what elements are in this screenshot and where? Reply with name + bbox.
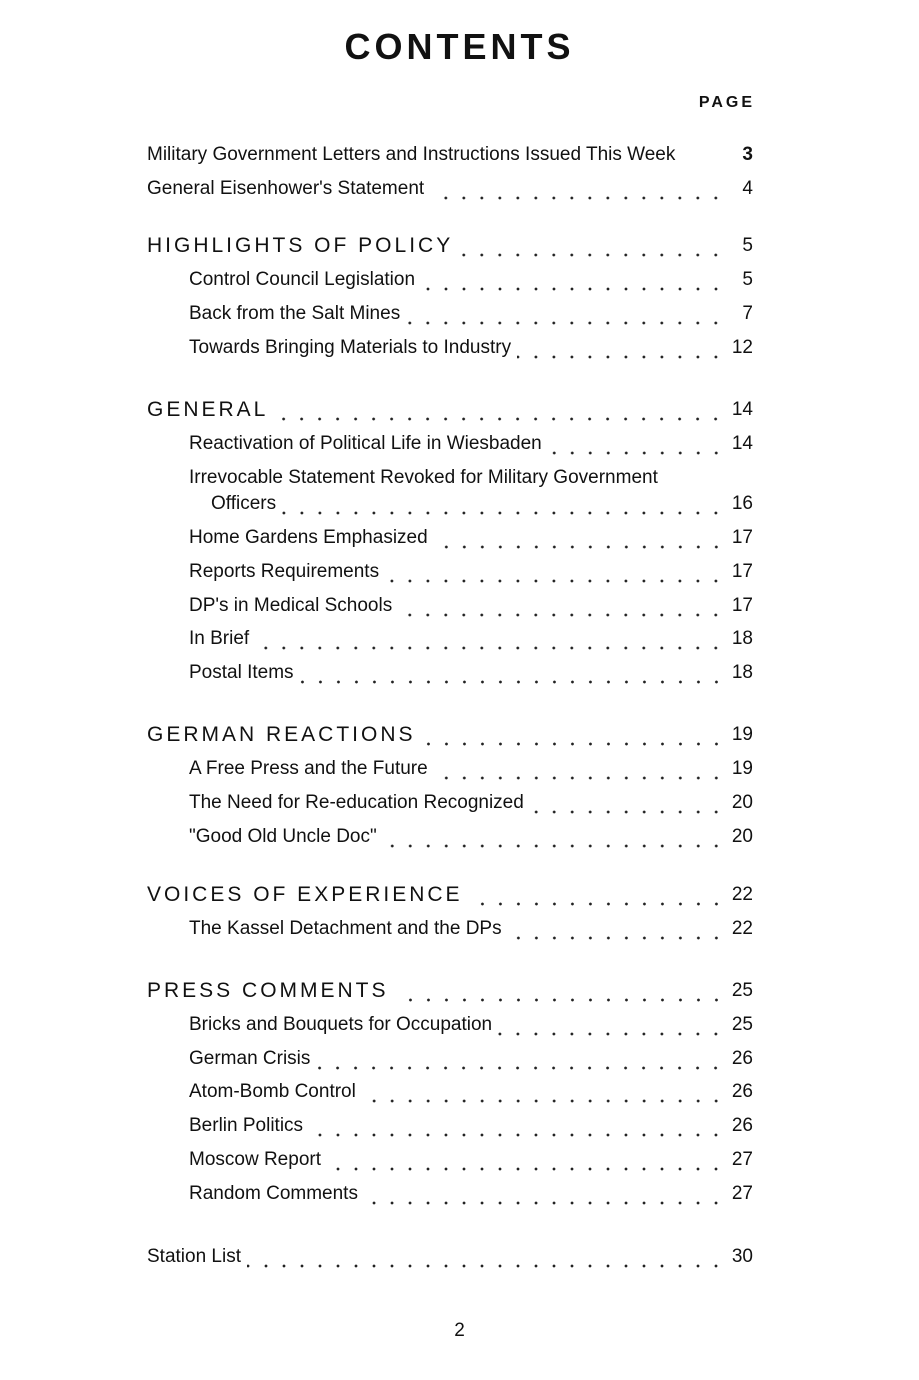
toc-entry-page: 7 [742, 303, 753, 324]
toc-entry-page: 12 [731, 337, 753, 358]
toc-entry-page: 5 [742, 235, 753, 256]
toc-entry-label: Station List [147, 1246, 241, 1267]
toc-entry[interactable] [189, 661, 753, 685]
page-number: 2 [454, 1320, 465, 1341]
toc-entry[interactable] [189, 432, 753, 456]
leader-dots [247, 1249, 725, 1269]
toc-section-heading[interactable] [147, 979, 753, 1003]
toc-entry-page: 4 [742, 178, 753, 199]
leader-dots [385, 564, 725, 584]
toc-entry[interactable] [189, 825, 753, 849]
toc-entry-label-line1[interactable]: Irrevocable Statement Revoked for Military Government [189, 467, 658, 488]
leader-dots [316, 1051, 725, 1071]
leader-dots [498, 1017, 725, 1037]
toc-entry-label: Postal Items [189, 662, 294, 683]
leader-dots [274, 402, 725, 422]
toc-entry-label: Moscow Report [189, 1149, 321, 1170]
toc-section-label: GERMAN REACTIONS [147, 723, 416, 746]
toc-entry[interactable] [147, 143, 753, 167]
leader-dots [681, 147, 725, 167]
leader-dots [364, 1186, 725, 1206]
toc-entry-label: Random Comments [189, 1183, 358, 1204]
leader-dots [530, 795, 725, 815]
toc-entry-label: General Eisenhower's Statement [147, 178, 425, 199]
toc-entry-page: 19 [731, 758, 753, 779]
toc-entry-page: 17 [731, 595, 753, 616]
toc-entry-label: A Free Press and the Future [189, 758, 428, 779]
toc-entry[interactable] [189, 560, 753, 584]
leader-dots [406, 306, 725, 326]
toc-section-label: PRESS COMMENTS [147, 979, 389, 1002]
leader-dots [421, 272, 725, 292]
leader-dots [508, 921, 725, 941]
page-title: CONTENTS [344, 26, 575, 67]
page-column-header: PAGE [698, 94, 755, 111]
toc-section-heading[interactable] [147, 398, 753, 422]
toc-entry-page: 27 [731, 1183, 753, 1204]
toc-entry-label: "Good Old Uncle Doc" [189, 826, 377, 847]
toc-entry[interactable] [189, 1148, 753, 1172]
toc-entry-page: 17 [731, 561, 753, 582]
toc-entry-page: 14 [731, 399, 753, 420]
leader-dots [422, 727, 725, 747]
toc-entry-page: 26 [731, 1048, 753, 1069]
toc-entry-label: The Need for Re-education Recognized [189, 792, 524, 813]
toc-entry-page: 18 [731, 662, 753, 683]
toc-entry-page: 17 [731, 527, 753, 548]
toc-entry-page: 3 [742, 144, 753, 165]
leader-dots [434, 530, 725, 550]
toc-entry-label: Reports Requirements [189, 561, 380, 582]
toc-section-label: VOICES OF EXPERIENCE [147, 883, 463, 906]
toc-entry[interactable] [189, 1080, 753, 1104]
toc-entry[interactable] [189, 917, 753, 941]
toc-entry-label: Back from the Salt Mines [189, 303, 401, 324]
leader-dots [434, 761, 725, 781]
leader-dots [459, 238, 725, 258]
toc-entry-page: 30 [731, 1246, 753, 1267]
toc-section-heading[interactable] [147, 723, 753, 747]
leader-dots [548, 436, 725, 456]
toc-entry[interactable] [189, 791, 753, 815]
toc-entry[interactable] [189, 1114, 753, 1138]
toc-entry-page: 27 [731, 1149, 753, 1170]
toc-entry-page: 22 [731, 884, 753, 905]
toc-entry-label: DP's in Medical Schools [189, 595, 393, 616]
toc-entry[interactable] [189, 1182, 753, 1206]
toc-entry-label: Atom-Bomb Control [189, 1081, 356, 1102]
toc-entry[interactable] [211, 492, 753, 516]
toc-entry[interactable] [189, 627, 753, 651]
toc-entry-page: 22 [731, 918, 753, 939]
toc-entry-page: 26 [731, 1115, 753, 1136]
toc-entry-page: 20 [731, 792, 753, 813]
toc-entry-label-line2: Officers [211, 493, 277, 514]
toc-entry[interactable] [189, 1013, 753, 1037]
leader-dots [383, 829, 725, 849]
toc-entry-page: 25 [731, 980, 753, 1001]
leader-dots [395, 983, 725, 1003]
leader-dots [309, 1118, 725, 1138]
toc-entry-page: 26 [731, 1081, 753, 1102]
toc-entry-label: Reactivation of Political Life in Wiesbaden [189, 433, 542, 454]
leader-dots [255, 631, 725, 651]
leader-dots [282, 496, 725, 516]
leader-dots [300, 665, 725, 685]
leader-dots [362, 1084, 725, 1104]
toc-entry-label: Towards Bringing Materials to Industry [189, 337, 512, 358]
toc-entry[interactable] [189, 1047, 753, 1071]
toc-section-heading[interactable] [147, 883, 753, 907]
toc-entry-page: 18 [731, 628, 753, 649]
toc-entry[interactable] [189, 757, 753, 781]
toc-entry-label: Bricks and Bouquets for Occupation [189, 1014, 493, 1035]
toc-entry-page: 14 [731, 433, 753, 454]
toc-entry-label: Home Gardens Emphasized [189, 527, 428, 548]
toc-entry-label: German Crisis [189, 1048, 311, 1069]
toc-entry-page: 16 [731, 493, 753, 514]
toc-section-label: GENERAL [147, 398, 269, 421]
toc-entry-page: 20 [731, 826, 753, 847]
leader-dots [430, 181, 725, 201]
toc-section-heading[interactable] [147, 234, 753, 258]
toc-entry-page: 25 [731, 1014, 753, 1035]
toc-entry-label: Control Council Legislation [189, 269, 416, 290]
toc-entry-page: 19 [731, 724, 753, 745]
toc-entry[interactable] [189, 526, 753, 550]
toc-entry[interactable] [147, 177, 753, 201]
toc-entry-label: In Brief [189, 628, 250, 649]
leader-dots [398, 598, 725, 618]
toc-entry[interactable] [189, 268, 753, 292]
toc-section-label: HIGHLIGHTS OF POLICY [147, 234, 454, 257]
toc-entry[interactable] [147, 1245, 753, 1269]
toc-entry-label: The Kassel Detachment and the DPs [189, 918, 502, 939]
leader-dots [517, 340, 725, 360]
toc-entry[interactable] [189, 594, 753, 618]
leader-dots [327, 1152, 725, 1172]
toc-entry-label: Berlin Politics [189, 1115, 304, 1136]
toc-entry[interactable] [189, 336, 753, 360]
toc-entry-page: 5 [742, 269, 753, 290]
toc-entry-label: Military Government Letters and Instructions Issued This Week [147, 144, 676, 165]
toc-entry[interactable] [189, 302, 753, 326]
leader-dots [469, 887, 725, 907]
